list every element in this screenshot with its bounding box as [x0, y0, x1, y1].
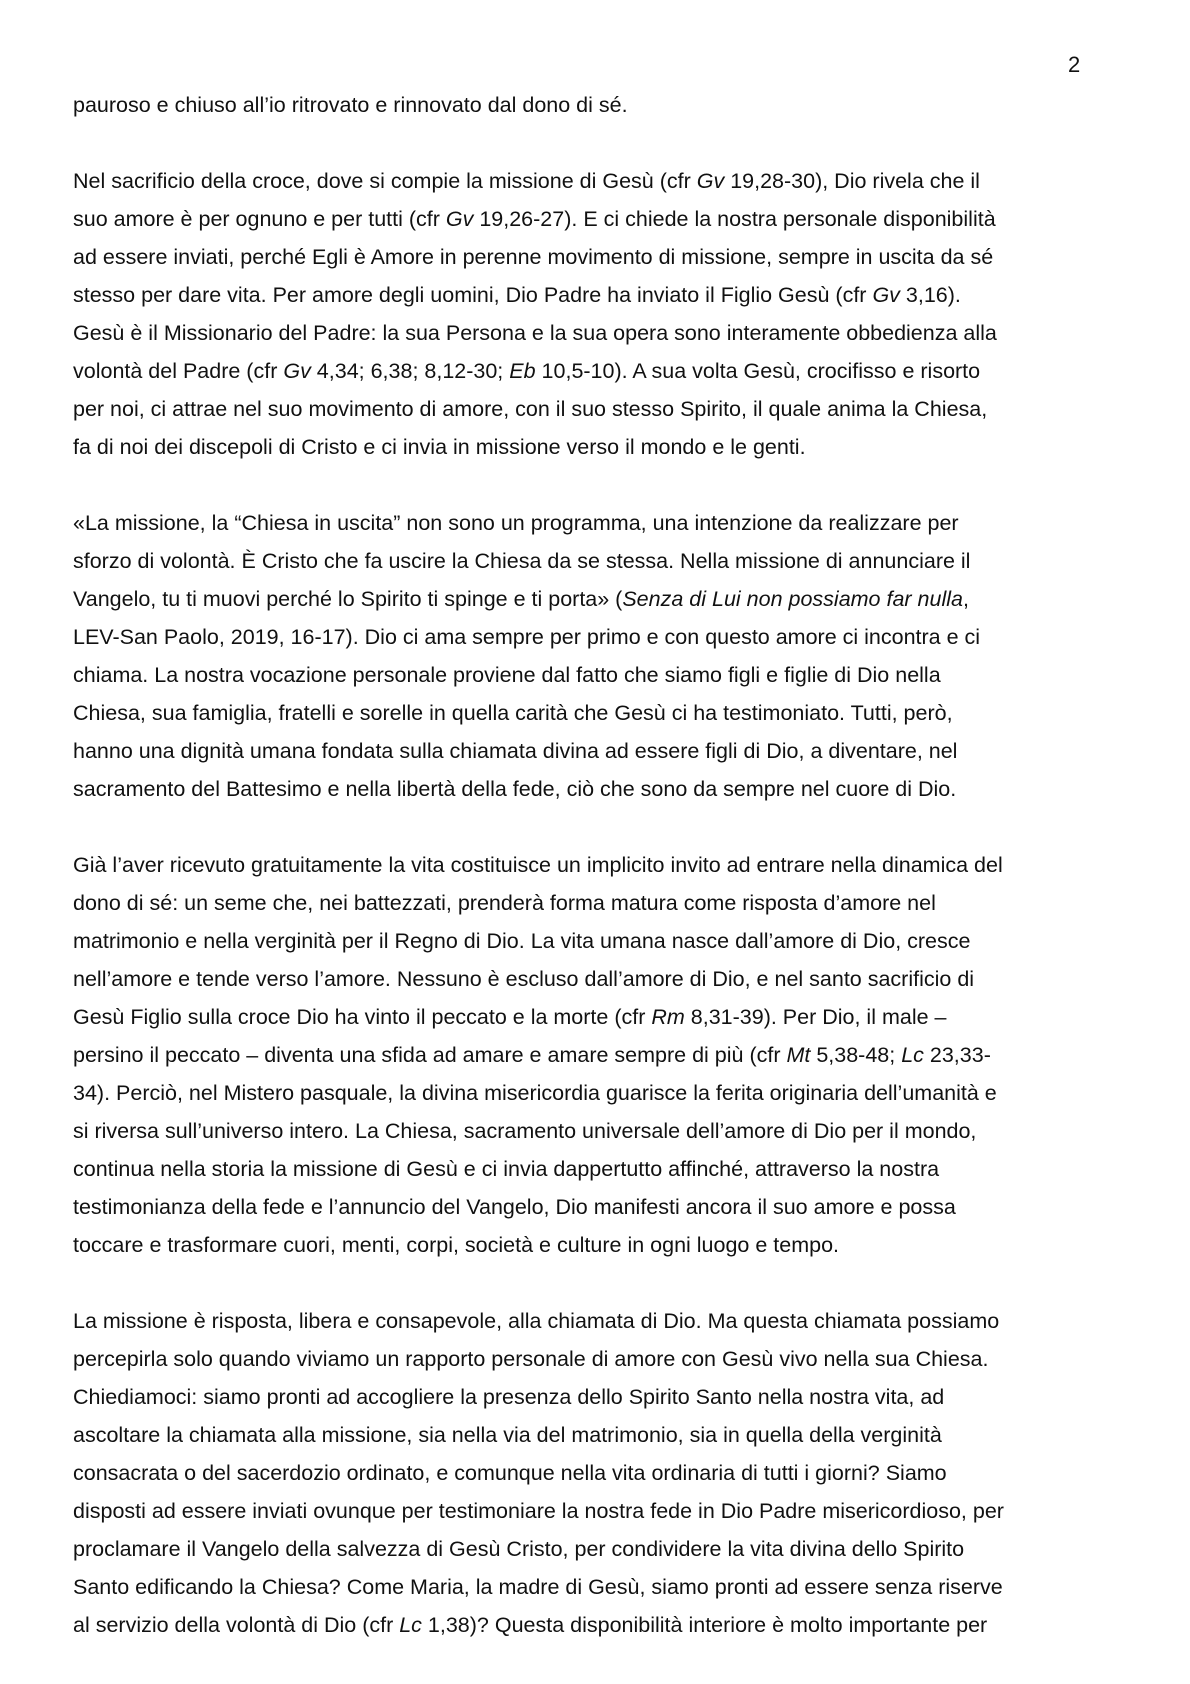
text-run: Nel sacrificio della croce, dove si compie la missione di Gesù (cfr	[73, 169, 697, 193]
text-line	[73, 1112, 1133, 1150]
text-run: chiama. La nostra vocazione personale proviene dal fatto che siamo figli e figlie di Dio nella	[73, 663, 941, 687]
text-run: 5,38-48;	[810, 1043, 902, 1067]
paragraph	[73, 846, 1133, 1264]
text-line	[73, 1530, 1133, 1568]
text-run: 34). Perciò, nel Mistero pasquale, la divina misericordia guarisce la ferita originaria dell’umanità e	[73, 1081, 997, 1105]
text-line	[73, 732, 1133, 770]
text-line	[73, 1188, 1133, 1226]
text-line	[73, 618, 1133, 656]
italic-reference: Lc	[399, 1613, 422, 1637]
text-run: proclamare il Vangelo della salvezza di Gesù Cristo, per condividere la vita divina dello Spirito	[73, 1537, 965, 1561]
text-run: ,	[962, 587, 969, 611]
text-run: 19,28-30), Dio rivela che il	[724, 169, 980, 193]
text-run: ascoltare la chiamata alla missione, sia nella via del matrimonio, sia in quella della verginità	[73, 1423, 942, 1447]
text-line	[73, 580, 1133, 618]
text-line	[73, 200, 1133, 238]
italic-reference: Senza di Lui non possiamo far nulla	[622, 587, 963, 611]
text-run: Santo edificando la Chiesa? Come Maria, la madre di Gesù, siamo pronti ad essere senza riserve	[73, 1575, 1003, 1599]
italic-reference: Eb	[509, 359, 536, 383]
text-line	[73, 1606, 1133, 1644]
text-line	[73, 1340, 1133, 1378]
text-line	[73, 276, 1133, 314]
text-line	[73, 884, 1133, 922]
italic-reference: Rm	[651, 1005, 685, 1029]
document-body	[73, 86, 1133, 1644]
text-run: «La missione, la “Chiesa in uscita” non sono un programma, una intenzione da realizzare per	[73, 511, 959, 535]
paragraph	[73, 86, 1133, 124]
text-line	[73, 1416, 1133, 1454]
text-run: 3,16).	[899, 283, 961, 307]
text-run: disposti ad essere inviati ovunque per testimoniare la nostra fede in Dio Padre misericordioso, per	[73, 1499, 1004, 1523]
paragraph	[73, 1302, 1133, 1644]
text-run: La missione è risposta, libera e consapevole, alla chiamata di Dio. Ma questa chiamata possiamo	[73, 1309, 1000, 1333]
text-run: 23,33-	[923, 1043, 991, 1067]
text-line	[73, 846, 1133, 884]
text-run: testimonianza della fede e l’annuncio del Vangelo, Dio manifesti ancora il suo amore e possa	[73, 1195, 956, 1219]
paragraph	[73, 504, 1133, 808]
text-line	[73, 1454, 1133, 1492]
text-line	[73, 238, 1133, 276]
text-line	[73, 1150, 1133, 1188]
italic-reference: Gv	[696, 169, 725, 193]
text-line	[73, 694, 1133, 732]
text-line	[73, 1226, 1133, 1264]
text-line	[73, 86, 1133, 124]
text-line	[73, 1492, 1133, 1530]
text-run: 10,5-10). A sua volta Gesù, crocifisso e risorto	[535, 359, 981, 383]
italic-reference: Lc	[901, 1043, 924, 1067]
text-line	[73, 998, 1133, 1036]
text-run: sforzo di volontà. È Cristo che fa uscire la Chiesa da se stessa. Nella missione di annunciare il	[73, 549, 971, 573]
text-run: stesso per dare vita. Per amore degli uomini, Dio Padre ha inviato il Figlio Gesù (cfr	[73, 283, 873, 307]
text-run: al servizio della volontà di Dio (cfr	[73, 1613, 400, 1637]
text-run: sacramento del Battesimo e nella libertà della fede, ciò che sono da sempre nel cuore di Dio.	[73, 777, 957, 801]
text-line	[73, 922, 1133, 960]
text-line	[73, 1074, 1133, 1112]
text-run: hanno una dignità umana fondata sulla chiamata divina ad essere figli di Dio, a diventare, nel	[73, 739, 958, 763]
text-run: Gesù Figlio sulla croce Dio ha vinto il peccato e la morte (cfr	[73, 1005, 652, 1029]
text-line	[73, 542, 1133, 580]
text-run: Chiediamoci: siamo pronti ad accogliere la presenza dello Spirito Santo nella nostra vita, ad	[73, 1385, 945, 1409]
text-line	[73, 504, 1133, 542]
page-number: 2	[1068, 52, 1081, 77]
text-line	[73, 390, 1133, 428]
paragraph	[73, 162, 1133, 466]
text-line	[73, 1568, 1133, 1606]
text-line	[73, 162, 1133, 200]
text-run: matrimonio e nella verginità per il Regno di Dio. La vita umana nasce dall’amore di Dio, cresce	[73, 929, 971, 953]
text-line	[73, 1302, 1133, 1340]
text-run: toccare e trasformare cuori, menti, corpi, società e culture in ogni luogo e tempo.	[73, 1233, 840, 1257]
text-run: dono di sé: un seme che, nei battezzati, prenderà forma matura come risposta d’amore nel	[73, 891, 936, 915]
text-run: 4,34; 6,38; 8,12-30;	[310, 359, 510, 383]
italic-reference: Gv	[872, 283, 900, 307]
text-run: nell’amore e tende verso l’amore. Nessuno è escluso dall’amore di Dio, e nel santo sacrificio di	[73, 967, 975, 991]
text-run: Gesù è il Missionario del Padre: la sua Persona e la sua opera sono interamente obbedienza alla	[73, 321, 997, 345]
text-run: fa di noi dei discepoli di Cristo e ci invia in missione verso il mondo e le genti.	[73, 435, 806, 459]
text-line	[73, 1378, 1133, 1416]
text-run: consacrata o del sacerdozio ordinato, e comunque nella vita ordinaria di tutti i giorni? Siamo	[73, 1461, 947, 1485]
text-run: per noi, ci attrae nel suo movimento di amore, con il suo stesso Spirito, il quale anima la Chiesa,	[73, 397, 988, 421]
text-run: 19,26-27). E ci chiede la nostra personale disponibilità	[473, 207, 996, 231]
text-run: persino il peccato – diventa una sfida ad amare e amare sempre di più (cfr	[73, 1043, 787, 1067]
italic-reference: Mt	[786, 1043, 811, 1067]
text-run: continua nella storia la missione di Gesù e ci invia dappertutto affinché, attraverso la nostra	[73, 1157, 940, 1181]
text-line	[73, 314, 1133, 352]
text-run: pauroso e chiuso all’io ritrovato e rinnovato dal dono di sé.	[73, 93, 628, 117]
text-run: volontà del Padre (cfr	[73, 359, 284, 383]
text-line	[73, 960, 1133, 998]
text-run: 8,31-39). Per Dio, il male –	[684, 1005, 947, 1029]
text-line	[73, 352, 1133, 390]
text-run: 1,38)? Questa disponibilità interiore è molto importante per	[421, 1613, 988, 1637]
text-run: Già l’aver ricevuto gratuitamente la vita costituisce un implicito invito ad entrare nella dinamica del	[73, 853, 1003, 877]
text-run: suo amore è per ognuno e per tutti (cfr	[73, 207, 446, 231]
text-line	[73, 1036, 1133, 1074]
text-run: Vangelo, tu ti muovi perché lo Spirito ti spinge e ti porta» (	[73, 587, 623, 611]
text-run: ad essere inviati, perché Egli è Amore in perenne movimento di missione, sempre in uscita da sé	[73, 245, 994, 269]
text-run: percepirla solo quando viviamo un rapporto personale di amore con Gesù vivo nella sua Chiesa.	[73, 1347, 989, 1371]
text-line	[73, 770, 1133, 808]
text-line	[73, 428, 1133, 466]
italic-reference: Gv	[283, 359, 311, 383]
italic-reference: Gv	[445, 207, 474, 231]
text-run: Chiesa, sua famiglia, fratelli e sorelle in quella carità che Gesù ci ha testimoniato. Tutti, però,	[73, 701, 953, 725]
text-run: si riversa sull’universo intero. La Chiesa, sacramento universale dell’amore di Dio per il mondo,	[73, 1119, 977, 1143]
text-run: LEV-San Paolo, 2019, 16-17). Dio ci ama sempre per primo e con questo amore ci incontra e ci	[73, 625, 981, 649]
text-line	[73, 656, 1133, 694]
